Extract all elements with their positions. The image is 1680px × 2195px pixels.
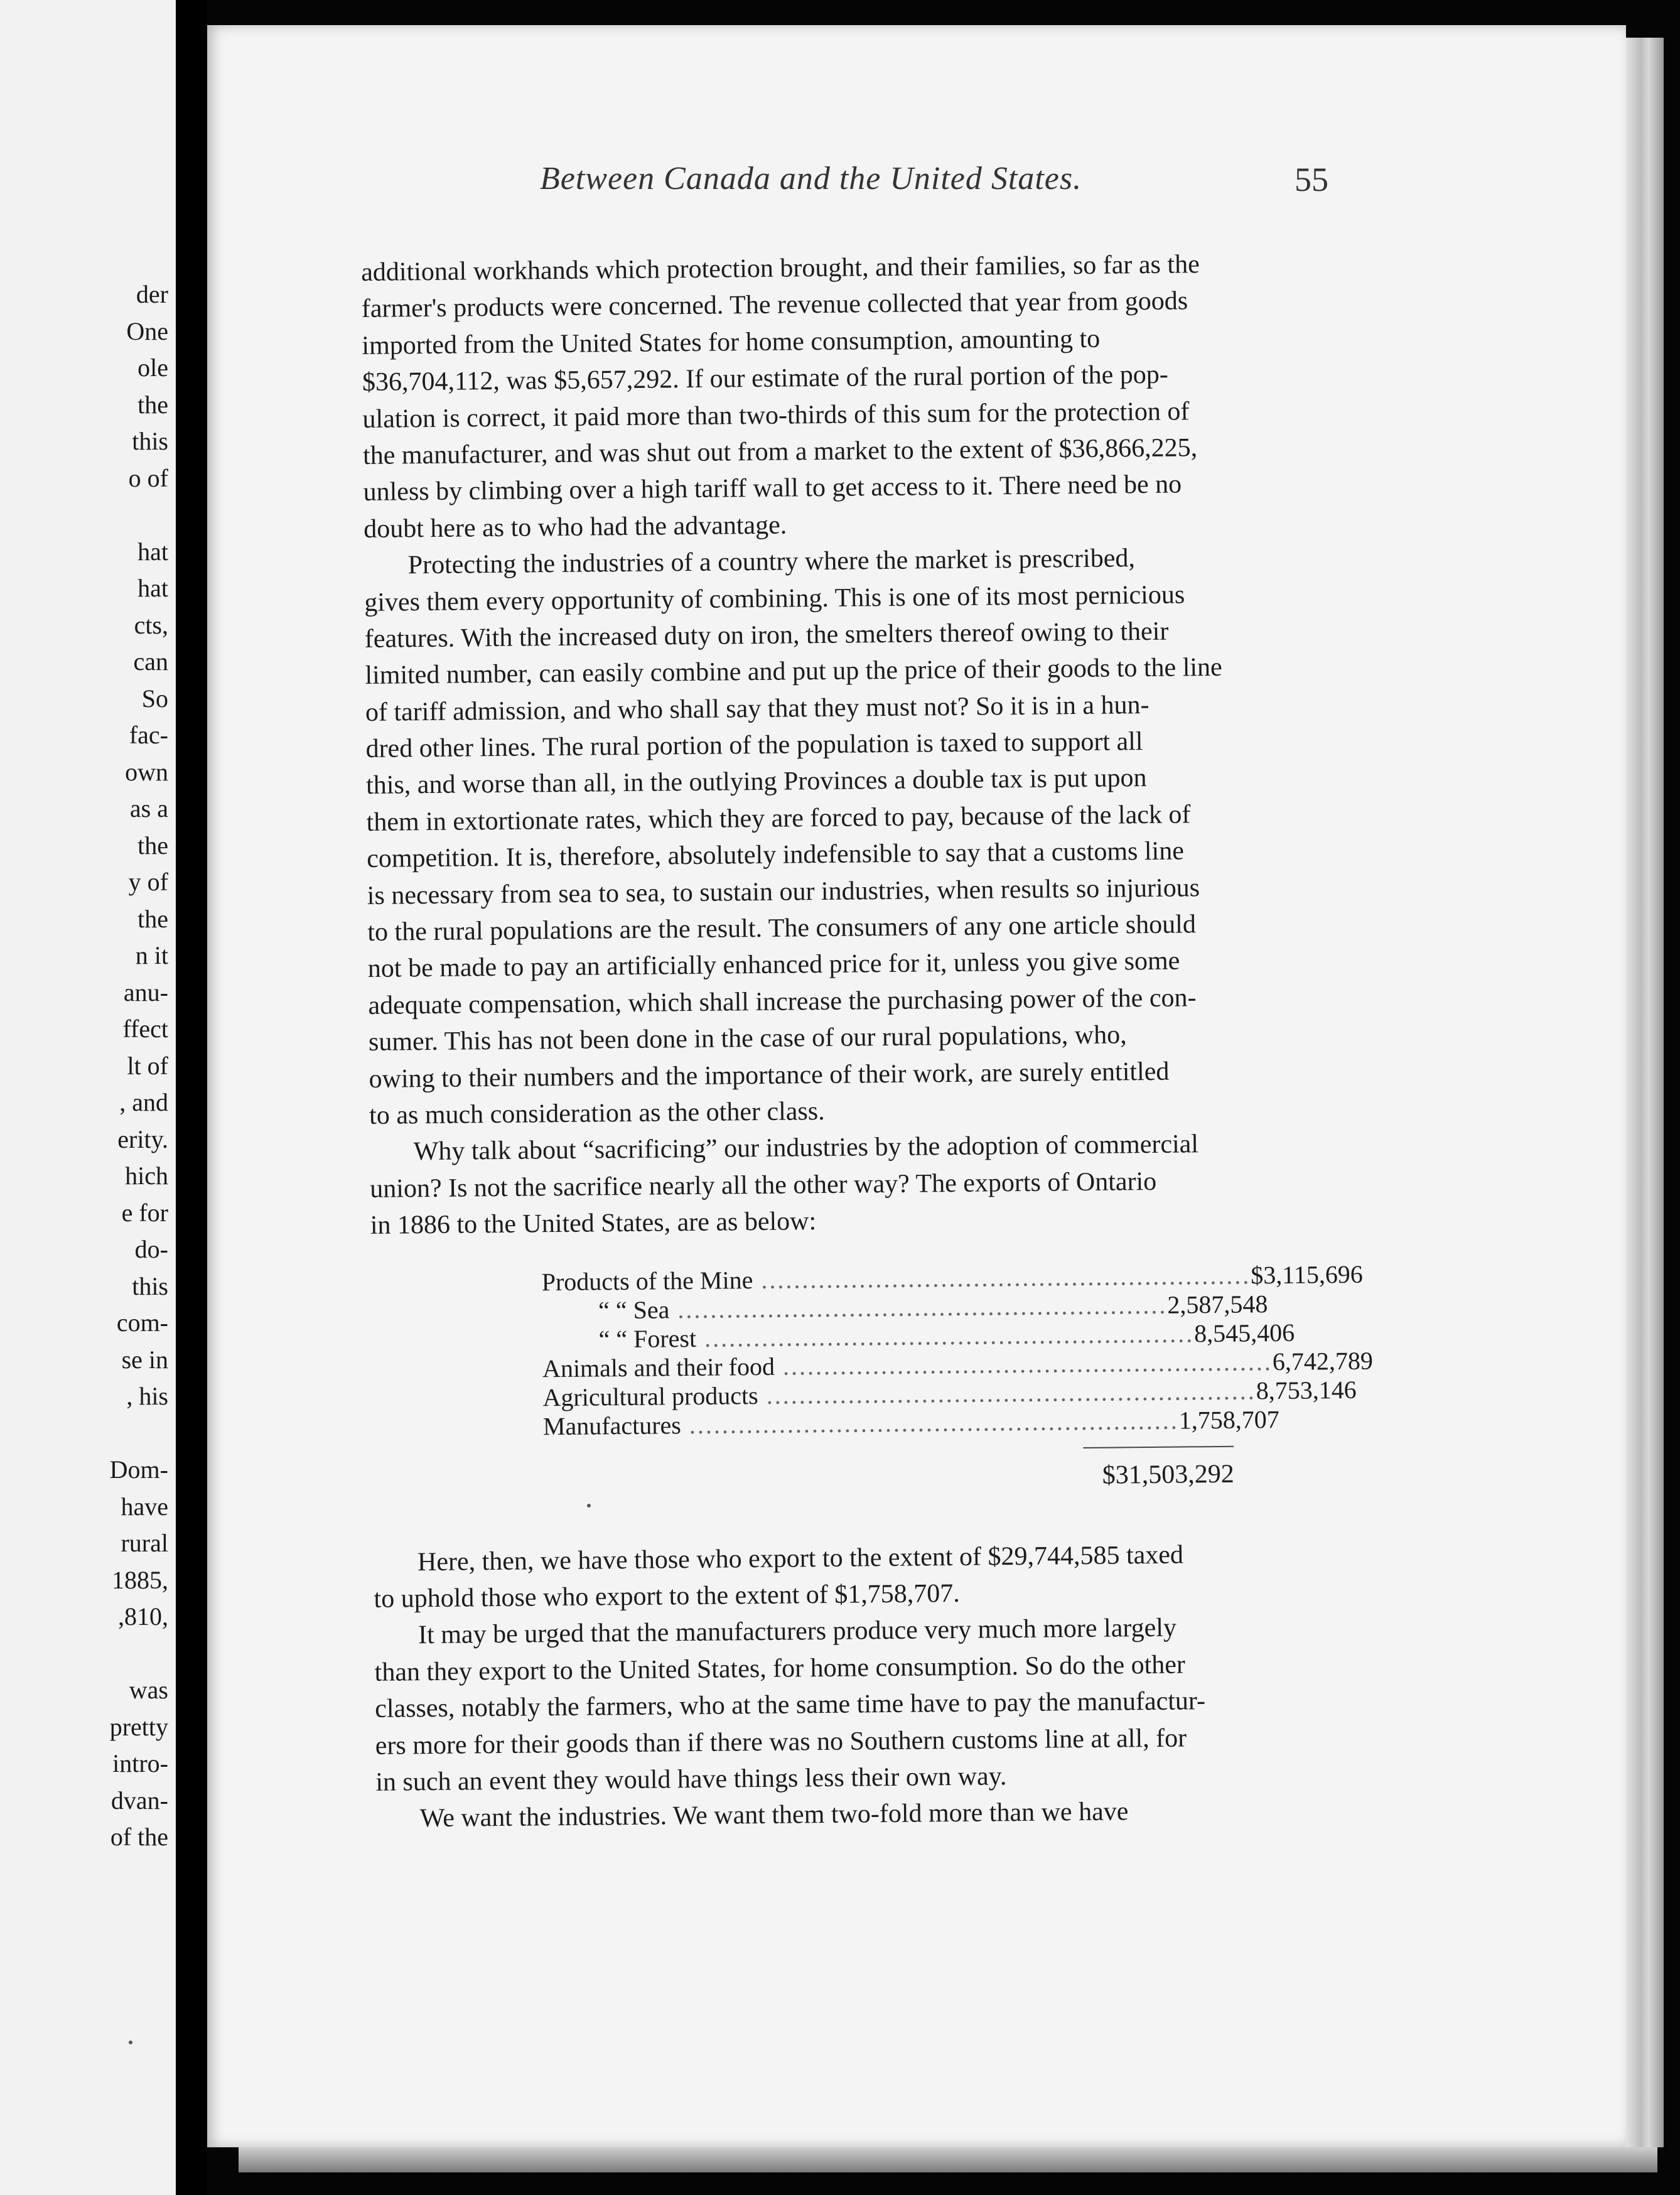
left-page-fragment: was <box>129 1676 168 1704</box>
book-gutter <box>176 0 207 2195</box>
left-page-fragment: rural <box>121 1529 168 1557</box>
text-line: sumer. This has not been done in the case of our rural populations, who, <box>368 1020 1127 1057</box>
leader-dots: ............................................................ <box>774 1347 1273 1381</box>
left-page-fragment: ,810, <box>118 1602 168 1631</box>
left-page-fragment: e for <box>121 1198 168 1227</box>
left-page-fragment <box>110 1415 168 1452</box>
left-page-fragment: intro- <box>112 1749 168 1777</box>
text-line: additional workhands which protection brought, and their families, so far as the <box>361 250 1200 287</box>
leader-dots: ............................................................ <box>696 1319 1195 1352</box>
left-page-fragment: ffect <box>122 1015 168 1043</box>
left-page-fragment: o of <box>128 463 168 492</box>
left-page-fragment: the <box>137 904 168 933</box>
left-page-fragment: this <box>132 427 168 455</box>
leader-dots: ............................................................ <box>681 1406 1180 1439</box>
text-line: competition. It is, therefore, absolutely indefensible to say that a customs line <box>367 836 1185 874</box>
left-page-fragment: One <box>126 316 168 345</box>
body-text <box>361 245 1374 1838</box>
print-speck <box>587 1504 591 1507</box>
running-head: Between Canada and the United States. <box>540 161 1082 197</box>
left-page-fragment: , and <box>119 1088 168 1116</box>
left-page-fragment: der <box>136 280 168 308</box>
table-row <box>542 1405 1279 1441</box>
left-page-fragment: se in <box>121 1345 168 1374</box>
table-row-value: 8,545,406 <box>1193 1318 1295 1347</box>
left-page-fragment: anu- <box>123 978 168 1006</box>
left-page-fragment: So <box>141 684 168 713</box>
page-bottom-edge <box>239 2147 1657 2172</box>
text-line: the manufacturer, and was shut out from a market to the extent of $36,866,225, <box>362 433 1198 470</box>
table-row-value: $3,115,696 <box>1251 1259 1364 1290</box>
text-line: to as much consideration as the other class. <box>369 1096 825 1130</box>
left-page-fragment: cts, <box>134 610 168 639</box>
total-rule <box>1083 1445 1234 1448</box>
left-page-fragment: n it <box>135 941 168 969</box>
text-line: ulation is correct, it paid more than two-thirds of this sum for the protection of <box>362 396 1190 434</box>
text-line: owing to their numbers and the importance of their work, are surely entitled <box>369 1057 1170 1094</box>
text-line: dred other lines. The rural portion of the population is taxed to support all <box>365 727 1143 764</box>
text-line: classes, notably the farmers, who at the same time have to pay the manufactur- <box>375 1686 1206 1724</box>
text-line: limited number, can easily combine and put up the price of their goods to the line <box>365 653 1222 691</box>
text-line: them in extortionate rates, which they are forced to pay, because of the lack of <box>366 800 1191 837</box>
left-page-text-fragments <box>110 276 168 1856</box>
text-line: of tariff admission, and who shall say that they must not? So it is in a hun- <box>365 690 1150 727</box>
exports-table <box>541 1259 1374 1499</box>
text-line: Why talk about “sacrificing” our industries by the adoption of commercial <box>413 1130 1199 1167</box>
table-row-label-text: “ “ Forest <box>598 1324 697 1353</box>
table-row-value: 6,742,789 <box>1272 1346 1374 1376</box>
left-page-fragment: com- <box>116 1308 168 1337</box>
table-row-value: 1,758,707 <box>1178 1405 1279 1435</box>
left-facing-page <box>0 0 176 2195</box>
text-line: $36,704,112, was $5,657,292. If our estimate of the rural portion of the pop- <box>362 360 1168 397</box>
left-page-fragment: of the <box>110 1823 168 1851</box>
table-row-label-text: Manufactures <box>542 1410 682 1440</box>
text-line: imported from the United States for home consumption, amounting to <box>362 324 1101 360</box>
page-number: 55 <box>1295 161 1328 198</box>
text-line: this, and worse than all, in the outlying Provinces a double tax is put upon <box>365 763 1147 801</box>
left-page-fragment <box>110 497 168 534</box>
text-line: features. With the increased duty on iron, the smelters thereof owing to their <box>364 617 1169 654</box>
text-line: Protecting the industries of a country where the market is prescribed, <box>407 544 1136 580</box>
left-page-fragment: hich <box>125 1162 168 1190</box>
left-page-fragment: the <box>137 390 168 419</box>
left-page-fragment: have <box>121 1492 168 1521</box>
left-page-fragment <box>110 1636 168 1673</box>
text-line: Here, then, we have those who export to the extent of $29,744,585 taxed <box>417 1540 1184 1577</box>
text-line: It may be urged that the manufacturers produce very much more largely <box>417 1613 1177 1650</box>
text-line: farmer's products were concerned. The revenue collected that year from goods <box>361 286 1188 324</box>
leader-dots: ............................................................ <box>669 1290 1168 1324</box>
text-line: ers more for their goods than if there was no Southern customs line at all, for <box>375 1723 1187 1761</box>
left-page-fragment: hat <box>137 537 168 566</box>
left-page-fragment: can <box>133 647 168 676</box>
left-page-fragment: dvan- <box>110 1786 168 1815</box>
print-speck <box>129 2041 132 2044</box>
left-page-fragment: as a <box>129 794 168 822</box>
text-after-table <box>374 1534 1355 1837</box>
left-page-fragment: hat <box>137 574 168 602</box>
table-row-label-text: Products of the Mine <box>541 1265 753 1296</box>
text-line: doubt here as to who had the advantage. <box>363 510 787 544</box>
table-row-label-text: Animals and their food <box>542 1352 775 1383</box>
left-page-fragment: the <box>137 831 168 860</box>
text-line: than they export to the United States, for home consumption. So do the other <box>374 1650 1186 1687</box>
table-row-label-text: “ “ Sea <box>598 1295 670 1324</box>
table-row-label <box>543 1406 1179 1441</box>
exports-total: $31,503,292 <box>1102 1459 1234 1490</box>
left-page-fragment: fac- <box>129 721 168 749</box>
text-before-table <box>361 245 1350 1244</box>
left-page-fragment: this <box>132 1271 168 1300</box>
left-page-fragment: 1885, <box>112 1565 168 1594</box>
text-line: union? Is not the sacrifice nearly all the other way? The exports of Ontario <box>370 1167 1157 1204</box>
text-line: not be made to pay an artificially enhanced price for it, unless you give some <box>367 946 1180 984</box>
table-row-value: 8,753,146 <box>1256 1375 1357 1405</box>
leader-dots: ............................................................ <box>753 1261 1251 1294</box>
left-page-fragment: erity. <box>117 1124 168 1153</box>
left-page-fragment: pretty <box>109 1712 168 1741</box>
text-line: adequate compensation, which shall increase the purchasing power of the con- <box>368 983 1197 1020</box>
exports-table-rows <box>541 1259 1374 1441</box>
table-row-label-text: Agricultural products <box>542 1381 758 1411</box>
leader-dots: ............................................................ <box>758 1376 1256 1410</box>
left-page-fragment: y of <box>128 868 168 896</box>
left-page-fragment: lt of <box>127 1051 168 1080</box>
text-line: gives them every opportunity of combining. This is one of its most pernicious <box>364 580 1185 617</box>
left-page-fragment: ole <box>137 353 168 382</box>
text-line: to uphold those who export to the extent of $1,758,707. <box>374 1578 960 1614</box>
table-row-value: 2,587,548 <box>1167 1289 1268 1319</box>
left-page-fragment: own <box>125 757 168 786</box>
text-line: We want the industries. We want them two-fold more than we have <box>419 1797 1129 1833</box>
text-line: in 1886 to the United States, are as below: <box>370 1207 817 1241</box>
text-line: in such an event they would have things less their own way. <box>375 1762 1007 1797</box>
text-line: is necessary from sea to sea, to sustain our industries, when results so injurious <box>367 873 1200 910</box>
left-page-fragment: do- <box>134 1235 168 1263</box>
text-line: unless by climbing over a high tariff wall to get access to it. There need be no <box>363 470 1182 507</box>
left-page-fragment: Dom- <box>109 1455 168 1484</box>
page-edge-stack <box>1626 38 1664 2147</box>
left-page-fragment: , his <box>126 1382 168 1410</box>
text-line: to the rural populations are the result. The consumers of any one article should <box>367 910 1197 947</box>
